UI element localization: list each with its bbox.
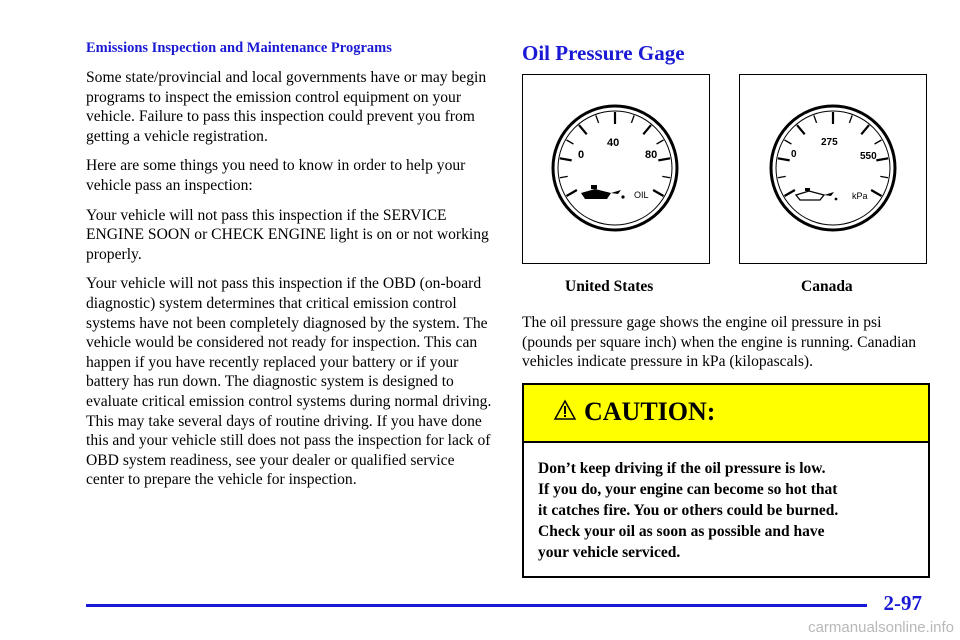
caution-box [522, 383, 930, 578]
paragraph-2: Here are some things you need to know in order to help your vehicle pass an inspection: [86, 157, 466, 194]
us-gage-figure [522, 74, 710, 264]
us-gage-max-label: 80 [645, 149, 658, 161]
canada-oil-pressure-gage [740, 75, 926, 263]
caution-title: CAUTION: [584, 397, 716, 426]
us-gage-min-label: 0 [578, 149, 585, 161]
caution-line-2: If you do, your engine can become so hot that [538, 481, 838, 498]
page-number: 2-97 [883, 591, 922, 615]
footer-rule [86, 604, 867, 607]
canada-gage-min-label: 0 [791, 149, 797, 160]
paragraph-3: Your vehicle will not pass this inspection if the SERVICE ENGINE SOON or CHECK ENGINE light is on or not working properly. [86, 206, 489, 263]
oil-pressure-paragraph: The oil pressure gage shows the engine oil pressure in psi (pounds per square inch) when the engine is running. Canadian vehicles indicate pressure in kPa (kilopascals). [522, 314, 917, 371]
caution-line-1: Don’t keep driving if the oil pressure is low. [538, 460, 826, 477]
paragraph-1: Some state/provincial and local governments have or may begin programs to inspect the emission control equipment on your vehicle. Failure to pass this inspection could prevent you from getting a vehicle registration. [86, 69, 487, 145]
canada-gage-figure [739, 74, 927, 264]
gage-figures [522, 74, 930, 295]
caution-line-3: it catches fire. You or others could be burned. [538, 502, 839, 519]
us-caption: United States [565, 278, 654, 295]
right-column [522, 40, 930, 561]
oil-pressure-heading: Oil Pressure Gage [522, 41, 685, 65]
warning-triangle-icon [553, 399, 577, 421]
caution-line-5: your vehicle serviced. [538, 544, 681, 561]
us-oil-pressure-gage [523, 75, 709, 263]
caution-body [524, 443, 928, 563]
caution-header [524, 385, 928, 443]
canada-gage-mid-label: 275 [821, 137, 838, 148]
canada-gage-max-label: 550 [860, 151, 877, 162]
paragraph-4: Your vehicle will not pass this inspection if the OBD (on‑board diagnostic) system determines that critical emission control systems have not been completely diagnosed by the system. The vehicle would be considered not ready for inspection. This can happen if you have recently replaced your battery or if your battery has run down. The diagnostic system is designed to evaluate critical emission control systems during normal driving. This may take several days of routine driving. If you have done this and your vehicle still does not pass the inspection for lack of OBD system readiness, see your dealer or qualified service center to prepare the vehicle for inspection. [86, 275, 492, 489]
canada-gage-kpa-label: kPa [852, 191, 868, 201]
canada-caption: Canada [801, 278, 853, 295]
left-column [86, 40, 496, 500]
us-gage-mid-label: 40 [607, 137, 620, 149]
emissions-heading: Emissions Inspection and Maintenance Programs [86, 40, 392, 56]
caution-line-4: Check your oil as soon as possible and have [538, 523, 825, 540]
watermark: carmanualsonline.info [808, 619, 954, 636]
us-gage-oil-label: OIL [634, 190, 649, 200]
